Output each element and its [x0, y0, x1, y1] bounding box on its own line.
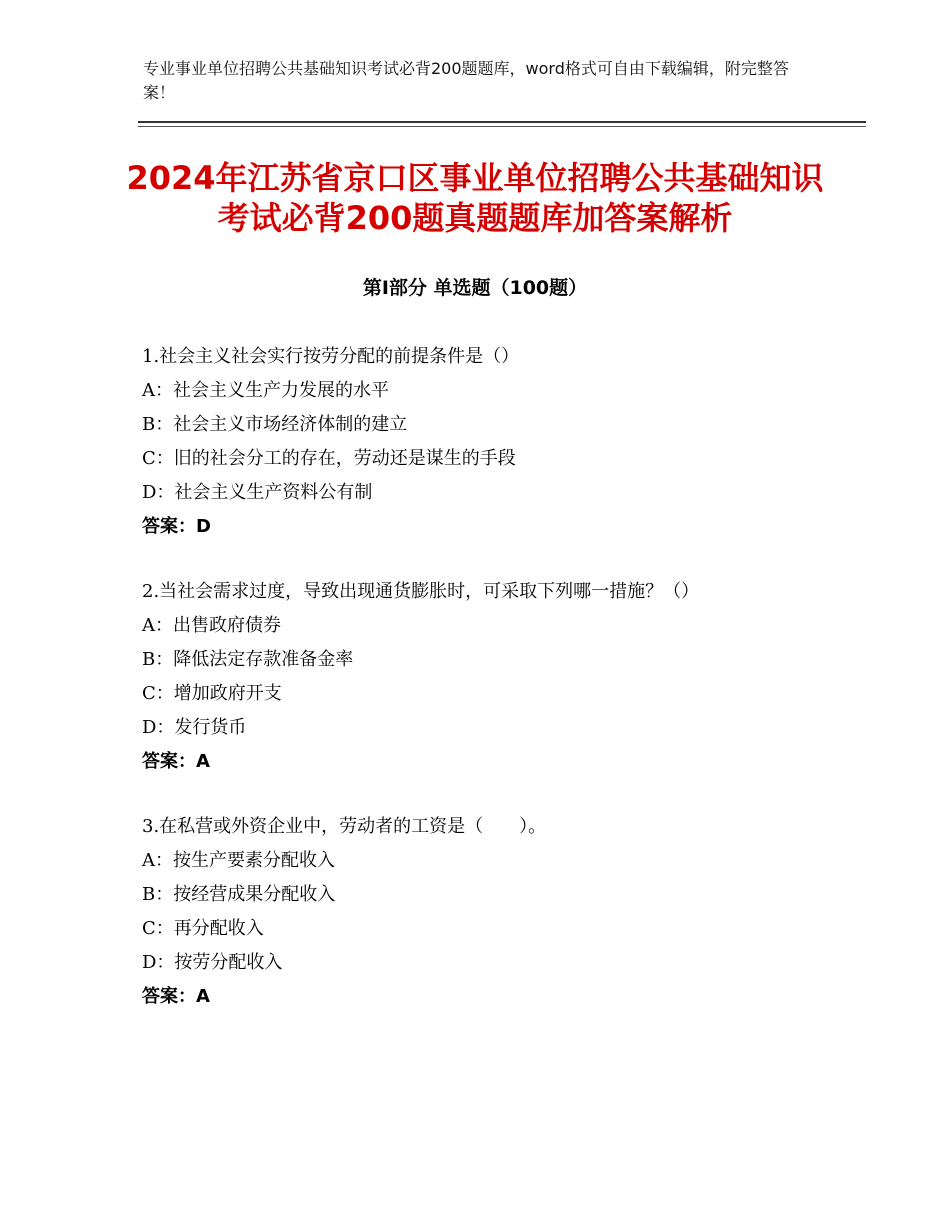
option-a: A：出售政府债券	[142, 615, 281, 636]
question-1	[142, 340, 802, 544]
header-note: 专业事业单位招聘公共基础知识考试必背200题题库，word格式可自由下载编辑，附完整答案！	[143, 59, 789, 102]
option-b: B：按经营成果分配收入	[142, 884, 336, 905]
question-list	[142, 340, 802, 1045]
option-d: D：按劳分配收入	[142, 952, 283, 973]
option-c: C：再分配收入	[142, 918, 264, 939]
option-b: B：降低法定存款准备金率	[142, 649, 354, 670]
header-rule	[138, 121, 866, 123]
question-stem: 1.社会主义社会实行按劳分配的前提条件是（）	[142, 346, 520, 367]
option-a: A：社会主义生产力发展的水平	[142, 380, 389, 401]
document-title: 2024年江苏省京口区事业单位招聘公共基础知识考试必背200题真题题库加答案解析	[126, 159, 824, 237]
question-stem: 3.在私营或外资企业中，劳动者的工资是（ ）。	[142, 816, 547, 837]
question-3	[142, 810, 802, 1014]
option-d: D：社会主义生产资料公有制	[142, 482, 373, 503]
option-c: C：旧的社会分工的存在，劳动还是谋生的手段	[142, 448, 516, 469]
option-b: B：社会主义市场经济体制的建立	[142, 414, 408, 435]
section-title: 第Ⅰ部分 单选题（100题）	[362, 277, 588, 299]
option-d: D：发行货币	[142, 717, 247, 738]
answer: 答案：A	[142, 751, 210, 772]
answer: 答案：A	[142, 986, 210, 1007]
answer: 答案：D	[142, 516, 211, 537]
question-stem: 2.当社会需求过度，导致出现通货膨胀时，可采取下列哪一措施？（）	[142, 581, 700, 602]
question-2	[142, 575, 802, 779]
option-a: A：按生产要素分配收入	[142, 850, 335, 871]
option-c: C：增加政府开支	[142, 683, 282, 704]
header-rule-thin	[138, 126, 866, 127]
